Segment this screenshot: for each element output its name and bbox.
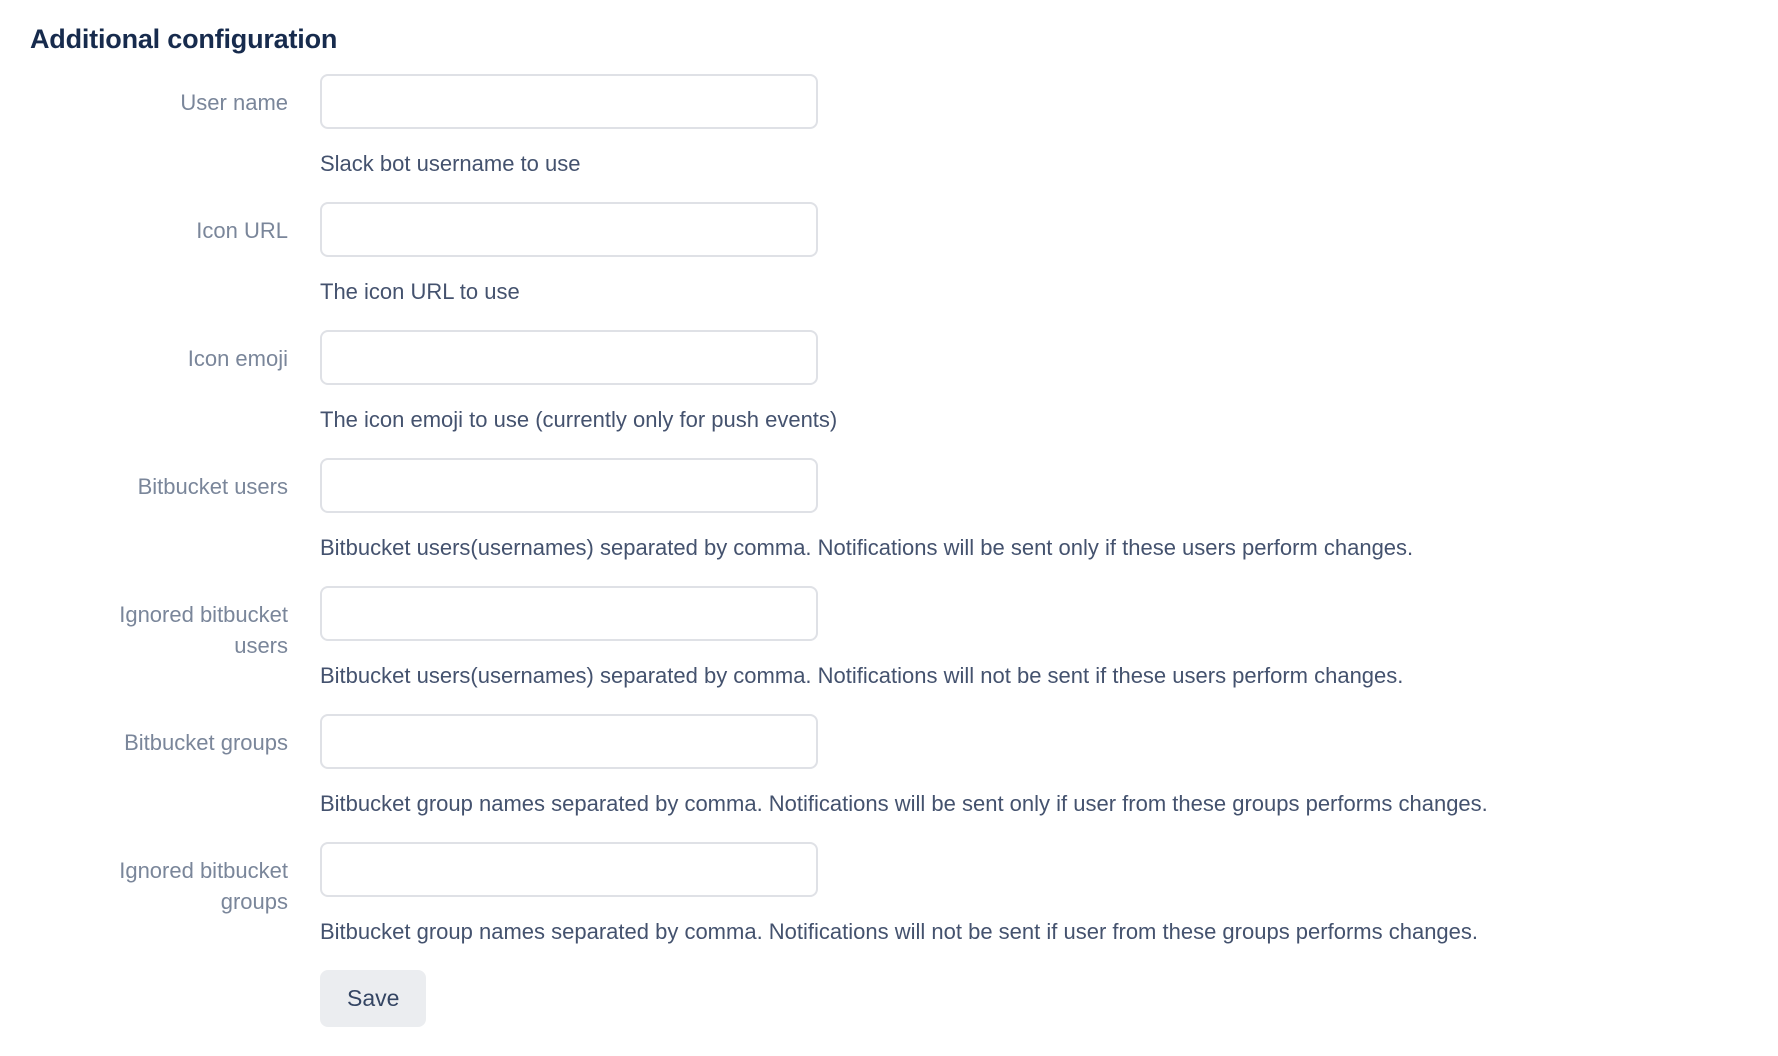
bitbucket-groups-input[interactable] [320,714,818,769]
field-row-ignored-bitbucket-users [30,586,1778,690]
field-row-ignored-bitbucket-groups [30,842,1778,946]
user-name-input[interactable] [320,74,818,129]
field-label-text: User name [180,90,288,115]
field-label [30,202,288,246]
save-button[interactable]: Save [320,970,426,1027]
field-label [30,586,288,661]
field-description: The icon emoji to use (currently only for push events) [320,407,838,432]
field-label [30,458,288,502]
field-column [320,842,1478,946]
field-label [30,842,288,917]
field-column [320,202,818,306]
bitbucket-users-input[interactable] [320,458,818,513]
field-column [320,586,1403,690]
field-row-bitbucket-groups [30,714,1778,818]
field-label-text: Icon URL [196,218,288,243]
field-row-icon-emoji [30,330,1778,434]
field-row-icon-url [30,202,1778,306]
icon-url-input[interactable] [320,202,818,257]
field-label-text: Ignored bitbucket users [119,602,288,658]
field-description: Bitbucket users(usernames) separated by comma. Notifications will not be sent if these users perform changes. [320,663,1404,688]
field-description: The icon URL to use [320,279,520,304]
field-row-bitbucket-users [30,458,1778,562]
field-label [30,714,288,758]
field-label [30,74,288,118]
field-label-text: Icon emoji [187,346,288,371]
field-label-text: Ignored bitbucket groups [119,858,288,914]
icon-emoji-input[interactable] [320,330,818,385]
ignored-bitbucket-groups-input[interactable] [320,842,818,897]
field-label [30,330,288,374]
field-column [320,330,837,434]
additional-configuration-form [30,74,1778,1027]
field-column [320,74,818,178]
field-description: Bitbucket group names separated by comma. Notifications will not be sent if user from these groups performs changes. [320,919,1479,944]
field-column [320,458,1413,562]
save-row [320,970,1778,1027]
field-description: Bitbucket users(usernames) separated by comma. Notifications will be sent only if these users perform changes. [320,535,1414,560]
field-row-user-name [30,74,1778,178]
field-description: Slack bot username to use [320,151,581,176]
field-description: Bitbucket group names separated by comma. Notifications will be sent only if user from these groups performs changes. [320,791,1488,816]
field-column [320,714,1488,818]
page-title: Additional configuration [30,24,338,54]
field-label-text: Bitbucket groups [124,730,288,755]
ignored-bitbucket-users-input[interactable] [320,586,818,641]
field-label-text: Bitbucket users [137,474,288,499]
